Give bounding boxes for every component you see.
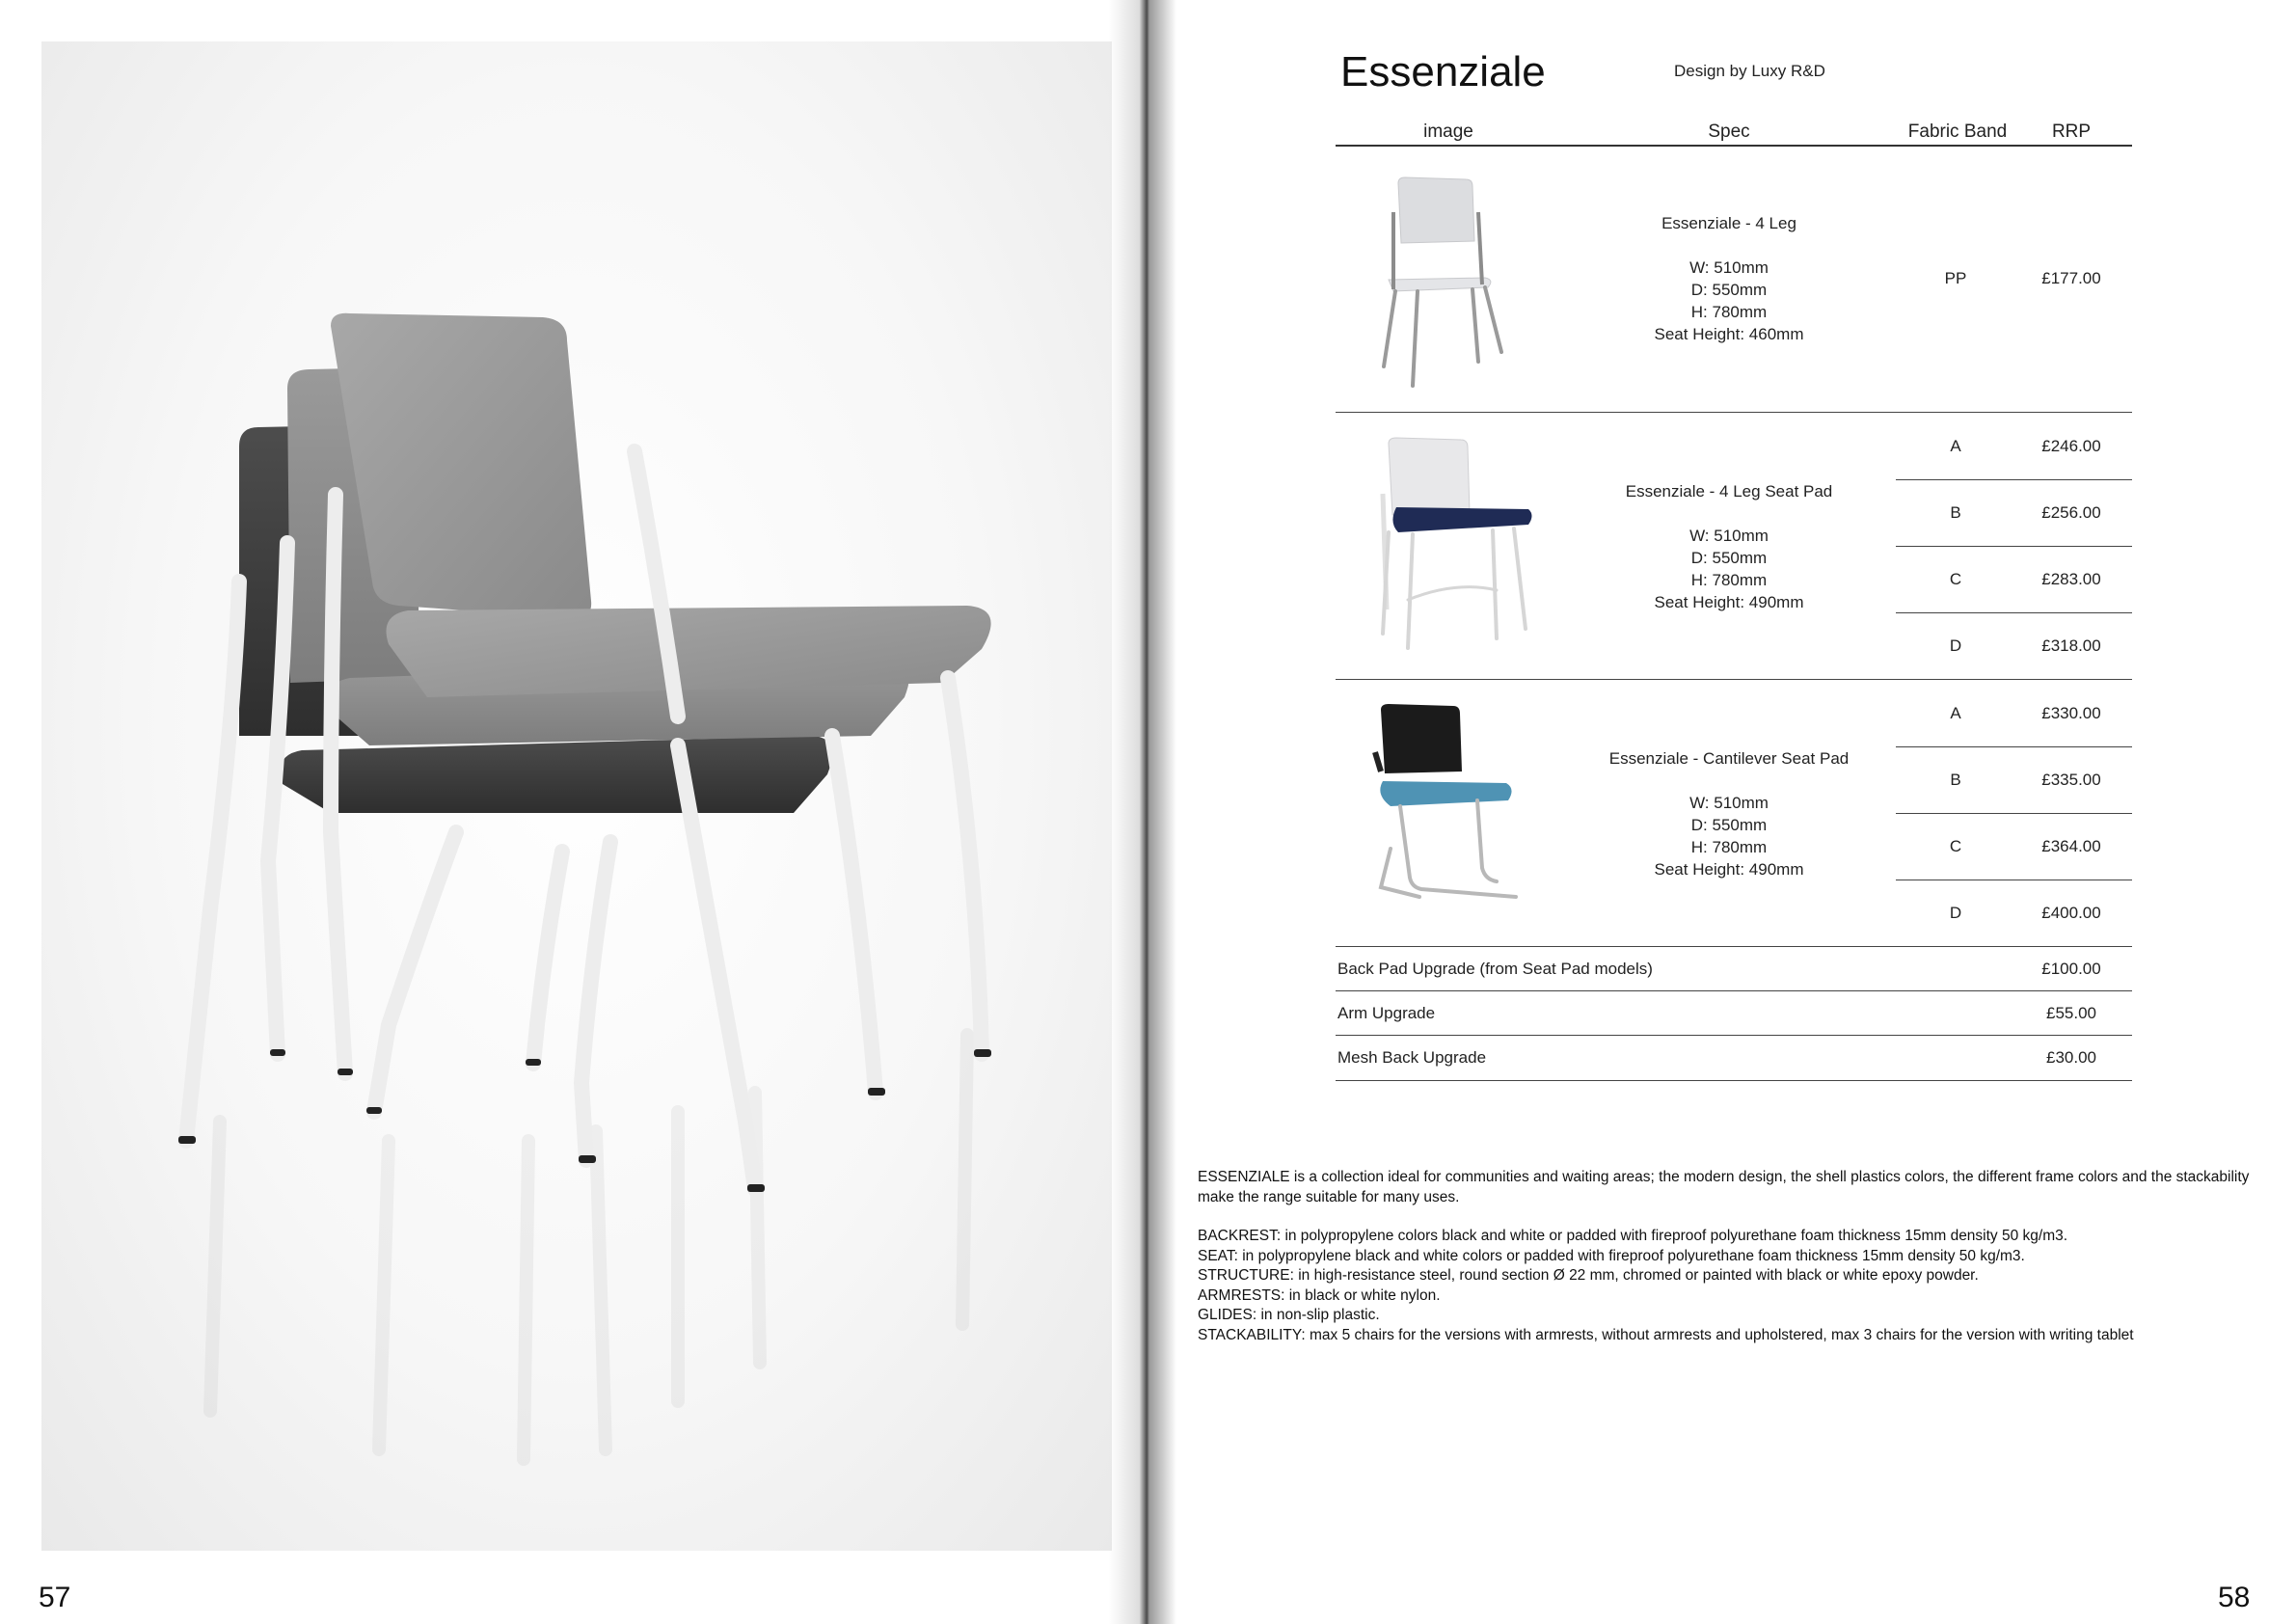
- header-rule: [1336, 145, 2132, 147]
- fabric-band-cell: B: [1950, 771, 1961, 789]
- product-image-cantilever-seat-pad: [1362, 704, 1535, 935]
- header-spec: Spec: [1708, 122, 1750, 142]
- fabric-band-cell: C: [1949, 570, 1962, 588]
- stacked-chairs-photo: [41, 41, 1112, 1551]
- band-rule: [1896, 612, 2132, 613]
- fabric-band-cell: B: [1950, 503, 1961, 522]
- price-cell: £246.00: [2041, 437, 2101, 455]
- spec-cantilever-seat-pad: [1536, 747, 1922, 880]
- header-rrp: RRP: [2051, 122, 2092, 142]
- row-rule: [1336, 1035, 2132, 1036]
- fabric-band-cell: D: [1949, 636, 1962, 655]
- spec-structure: STRUCTURE: in high-resistance steel, round section Ø 22 mm, chromed or painted with black or white epoxy powder.: [1198, 1267, 1979, 1284]
- upgrade-label: Arm Upgrade: [1337, 1004, 1436, 1022]
- price-cell: £318.00: [2041, 636, 2101, 655]
- product-name: Essenziale - 4 Leg Seat Pad: [1625, 482, 1833, 501]
- left-page: [0, 0, 1138, 1624]
- product-name: Essenziale - Cantilever Seat Pad: [1608, 749, 1850, 768]
- fabric-band-cell: PP: [1944, 269, 1967, 287]
- fabric-band-cell: A: [1950, 704, 1961, 722]
- price-cell: £256.00: [2041, 503, 2101, 522]
- price-cell: £335.00: [2041, 771, 2101, 789]
- spec-4-leg-seat-pad: [1536, 480, 1922, 613]
- row-rule: [1336, 412, 2132, 413]
- spec-depth: D: 550mm: [1690, 281, 1768, 299]
- book-spine: [1109, 0, 1176, 1624]
- header-image: image: [1423, 122, 1473, 142]
- spec-height: H: 780mm: [1690, 571, 1768, 589]
- band-rule: [1896, 813, 2132, 814]
- upgrade-price: £30.00: [2046, 1048, 2096, 1067]
- header-fabric-band: Fabric Band: [1907, 122, 2008, 142]
- page-number-left: 57: [39, 1582, 71, 1613]
- upgrade-label: Back Pad Upgrade (from Seat Pad models): [1337, 960, 1653, 978]
- price-cell: £177.00: [2041, 269, 2101, 287]
- spec-seat-height: Seat Height: 460mm: [1654, 325, 1804, 343]
- spec-seat-height: Seat Height: 490mm: [1654, 593, 1804, 611]
- row-rule: [1336, 946, 2132, 947]
- row-rule: [1336, 1080, 2132, 1081]
- spec-width: W: 510mm: [1689, 258, 1769, 277]
- spec-armrests: ARMRESTS: in black or white nylon.: [1198, 1286, 1441, 1304]
- spec-depth: D: 550mm: [1690, 549, 1768, 567]
- price-cell: £364.00: [2041, 837, 2101, 855]
- product-title: Essenziale: [1340, 48, 1546, 95]
- band-rule: [1896, 479, 2132, 480]
- band-rule: [1896, 546, 2132, 547]
- spec-width: W: 510mm: [1689, 527, 1769, 545]
- fabric-band-cell: D: [1949, 904, 1962, 922]
- dark-chair-seat: [281, 736, 833, 813]
- band-rule: [1896, 746, 2132, 747]
- price-cell: £400.00: [2041, 904, 2101, 922]
- spec-height: H: 780mm: [1690, 838, 1768, 856]
- front-chair-seat: [387, 606, 991, 697]
- upgrade-price: £55.00: [2046, 1004, 2096, 1022]
- product-description: [1198, 1168, 2282, 1345]
- upgrade-label: Mesh Back Upgrade: [1337, 1048, 1487, 1067]
- description-intro: ESSENZIALE is a collection ideal for communities and waiting areas; the modern design, the shell plastics colors, the different frame colors and the stackability make the range suitable for many uses.: [1198, 1169, 2250, 1205]
- designer-credit: Design by Luxy R&D: [1674, 62, 1825, 80]
- spec-backrest: BACKREST: in polypropylene colors black and white or padded with fireproof polyurethane foam thickness 15mm density 50 kg/m3.: [1198, 1228, 2068, 1244]
- upgrade-price: £100.00: [2041, 960, 2101, 978]
- spec-seat: SEAT: in polypropylene black and white colors or padded with fireproof polyurethane foam thickness 15mm density 50 kg/m3.: [1198, 1247, 2025, 1264]
- page-number-right: 58: [2218, 1582, 2251, 1613]
- stacked-chairs-illustration: [41, 41, 1112, 1551]
- row-rule: [1336, 679, 2132, 680]
- spec-4-leg: [1536, 212, 1922, 345]
- spec-glides: GLIDES: in non-slip plastic.: [1198, 1307, 1380, 1323]
- price-cell: £283.00: [2041, 570, 2101, 588]
- spec-stackability: STACKABILITY: max 5 chairs for the versions with armrests, without armrests and upholstered, max 3 chairs for the version with writing tablet: [1198, 1326, 2134, 1343]
- fabric-band-cell: A: [1950, 437, 1961, 455]
- product-name: Essenziale - 4 Leg: [1661, 214, 1796, 232]
- spec-width: W: 510mm: [1689, 794, 1769, 812]
- spec-height: H: 780mm: [1690, 303, 1768, 321]
- spec-seat-height: Seat Height: 490mm: [1654, 860, 1804, 879]
- price-cell: £330.00: [2041, 704, 2101, 722]
- spec-depth: D: 550mm: [1690, 816, 1768, 834]
- fabric-band-cell: C: [1949, 837, 1962, 855]
- product-image-4-leg: [1364, 174, 1538, 395]
- row-rule: [1336, 990, 2132, 991]
- product-image-4-leg-seat-pad: [1369, 436, 1543, 667]
